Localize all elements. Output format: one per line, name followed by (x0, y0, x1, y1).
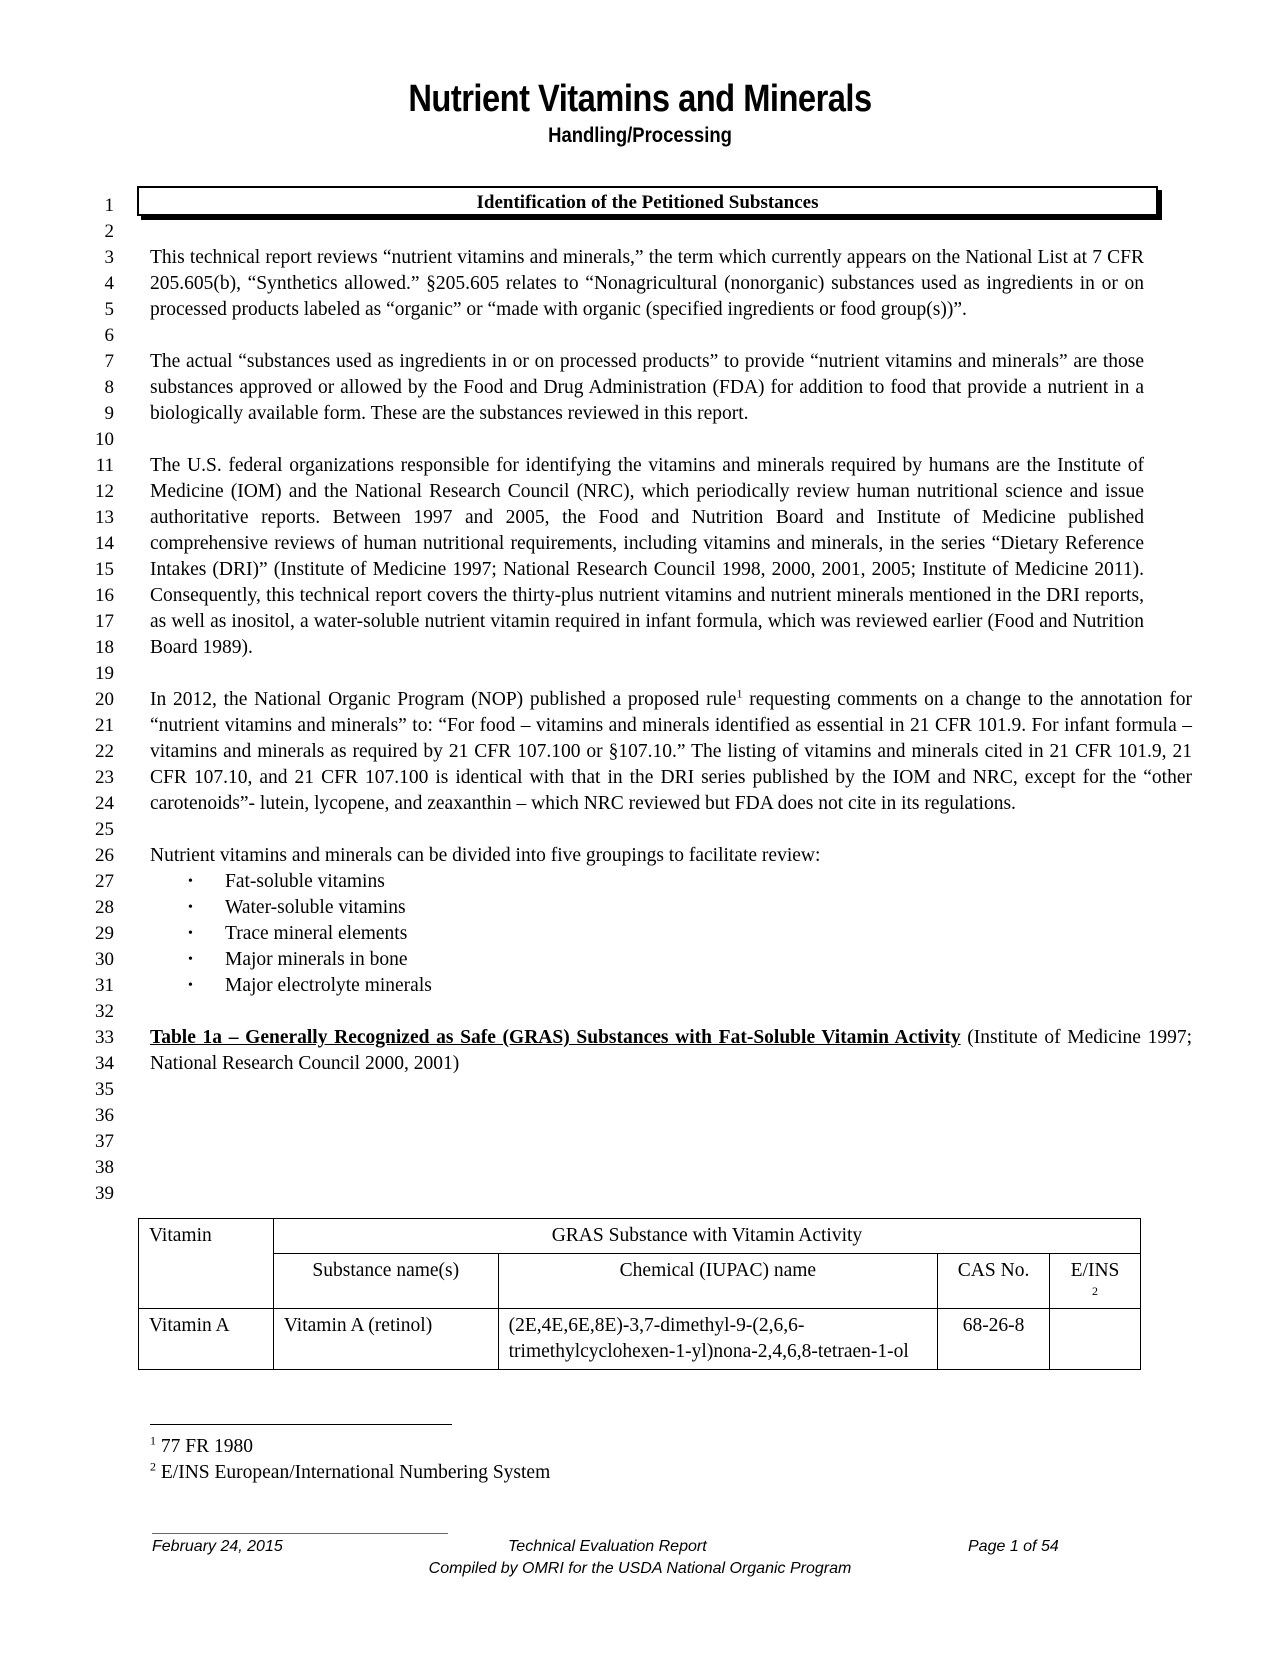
footer-divider (152, 1533, 448, 1534)
list-item: • Fat-soluble vitamins (150, 869, 1144, 895)
table-caption-citation: (Institute of Medicine 1997; National Research Council 2000, 2001) (150, 1027, 1192, 1074)
line-number: 18 (95, 637, 114, 658)
header-cas-no: CAS No. (938, 1254, 1050, 1309)
line-number: 2 (104, 221, 114, 242)
line-number: 16 (95, 585, 114, 606)
footer-compiled-by: Compiled by OMRI for the USDA National Organic Program (428, 1560, 852, 1577)
line-number: 22 (95, 741, 114, 762)
line-number: 20 (95, 689, 114, 710)
footer-page-number: Page 1 of 54 (968, 1538, 1059, 1555)
line-number-column (80, 193, 114, 1207)
line-number: 7 (104, 351, 114, 372)
table-row (139, 1309, 1141, 1370)
line-number: 4 (104, 273, 114, 294)
cell-chemical: (2E,4E,6E,8E)-3,7-dimethyl-9-(2,6,6-trimethylcyclohexen-1-yl)nona-2,4,6,8-tetraen-1-ol (498, 1309, 937, 1370)
line-number: 31 (95, 975, 114, 996)
bullet-icon: • (188, 874, 193, 889)
paragraph-organizations: The U.S. federal organizations responsible for identifying the vitamins and minerals required by humans are the Institute of Medicine (IOM) and the National Research Council (NRC), which periodically review human nutritional science and issue authoritative reports. Between 1997 and 2005, the Food and Nutrition Board and Institute of Medicine published comprehensive reviews of human nutritional requirements, including vitamins and minerals, in the series “Dietary Reference Intakes (DRI)” (Institute of Medicine 1997; National Research Council 1998, 2000, 2001, 2005; Institute of Medicine 2011). Consequently, this technical report covers the thirty-plus nutrient vitamins and nutrient minerals mentioned in the DRI reports, as well as inositol, a water-soluble nutrient vitamin required in infant formula, which was reviewed earlier (Food and Nutrition Board 1989). (150, 455, 1144, 658)
line-number: 34 (95, 1053, 114, 1074)
line-number: 35 (95, 1079, 114, 1100)
line-number: 5 (104, 299, 114, 320)
list-item: • Water-soluble vitamins (150, 895, 1144, 921)
paragraph-groupings-intro: Nutrient vitamins and minerals can be divided into five groupings to facilitate review: (150, 845, 821, 866)
table-header-row (139, 1219, 1141, 1254)
table-caption (150, 1025, 1192, 1077)
line-number: 6 (104, 325, 114, 346)
cell-cas: 68-26-8 (938, 1309, 1050, 1370)
document-subtitle: Handling/Processing (548, 124, 732, 147)
line-number: 3 (104, 247, 114, 268)
line-number: 28 (95, 897, 114, 918)
line-number: 19 (95, 663, 114, 684)
line-number: 26 (95, 845, 114, 866)
line-number: 10 (95, 429, 114, 450)
line-number: 8 (104, 377, 114, 398)
report-body (150, 245, 1192, 1077)
line-number: 1 (104, 195, 114, 216)
header-e-ins: E/INS 2 (1050, 1254, 1141, 1309)
cell-vitamin: Vitamin A (139, 1309, 274, 1370)
proposed-rule-text: In 2012, the National Organic Program (NOP) published a proposed rule (150, 689, 737, 710)
footnotes (150, 1434, 550, 1486)
table-caption-title: Table 1a – Generally Recognized as Safe (GRAS) Substances with Fat-Soluble Vitamin Activity (150, 1027, 961, 1048)
footnote-1: $^1$ 77 FR 1980 (150, 1433, 253, 1457)
line-number: 38 (95, 1157, 114, 1178)
footnote-ref-1: 1 (736, 686, 743, 701)
header-gras-substance: GRAS Substance with Vitamin Activity (273, 1219, 1140, 1254)
line-number: 15 (95, 559, 114, 580)
document-title: Nutrient Vitamins and Minerals (408, 78, 872, 120)
line-number: 13 (95, 507, 114, 528)
line-number: 23 (95, 767, 114, 788)
line-number: 24 (95, 793, 114, 814)
line-number: 36 (95, 1105, 114, 1126)
line-number: 37 (95, 1131, 114, 1152)
bullet-icon: • (188, 900, 193, 915)
footer-date: February 24, 2015 (152, 1538, 283, 1555)
list-item: • Major electrolyte minerals (150, 973, 1144, 999)
gras-table (138, 1218, 1141, 1370)
line-number: 17 (95, 611, 114, 632)
line-number: 32 (95, 1001, 114, 1022)
line-number: 29 (95, 923, 114, 944)
list-item: • Trace mineral elements (150, 921, 1144, 947)
footnote-2: $^2$ E/INS European/International Numbering System (150, 1459, 551, 1483)
header-substance-name: Substance name(s) (273, 1254, 498, 1309)
line-number: 11 (95, 455, 114, 476)
list-item: • Major minerals in bone (150, 947, 1144, 973)
bullet-icon: • (188, 978, 193, 993)
paragraph-substances: The actual “substances used as ingredients in or on processed products” to provide “nutrient vitamins and minerals” are those substances approved or allowed by the Food and Drug Administration (FDA) for addition to food that provide a nutrient in a biologically available form. These are the substances reviewed in this report. (150, 351, 1144, 424)
line-number: 25 (95, 819, 114, 840)
line-number: 39 (95, 1183, 114, 1204)
header-chemical-name: Chemical (IUPAC) name (498, 1254, 937, 1309)
line-number: 27 (95, 871, 114, 892)
header-vitamin: Vitamin (139, 1219, 274, 1309)
section-heading-box: Identification of the Petitioned Substances (137, 186, 1158, 216)
line-number: 21 (95, 715, 114, 736)
paragraph-proposed-rule (150, 687, 1192, 817)
line-number: 9 (104, 403, 114, 424)
line-number: 14 (95, 533, 114, 554)
line-number: 30 (95, 949, 114, 970)
groupings-list (150, 869, 1144, 999)
cell-substance: Vitamin A (retinol) (273, 1309, 498, 1370)
footer-report-type: Technical Evaluation Report (508, 1538, 707, 1555)
cell-eins (1050, 1309, 1141, 1370)
footnote-divider (150, 1424, 452, 1425)
line-number: 33 (95, 1027, 114, 1048)
paragraph-scope: This technical report reviews “nutrient vitamins and minerals,” the term which currently appears on the National List at 7 CFR 205.605(b), “Synthetics allowed.” §205.605 relates to “Nonagricultural (nonorganic) substances used as ingredients in or on processed products labeled as “organic” or “made with organic (specified ingredients or food group(s))”. (150, 247, 1144, 320)
bullet-icon: • (188, 926, 193, 941)
footnote-ref-2: 2 (1092, 1284, 1098, 1298)
proposed-rule-text-cont: requesting comments on a change to the annotation for “nutrient vitamins and minerals” to: “For food – vitamins and minerals identified as essential in 21 CFR 101.9. For infant formula – vitamins and minerals as required by 21 CFR 107.100 or §107.10.” The listing of vitamins and minerals cited in 21 CFR 101.9, 21 CFR 107.10, and 21 CFR 107.100 is identical with that in the DRI series published by the IOM and NRC, except for the “other carotenoids”- lutein, lycopene, and zeaxanthin – which NRC reviewed but FDA does not cite in its regulations. (150, 689, 1192, 814)
table-subheader-row (139, 1254, 1141, 1309)
line-number: 12 (95, 481, 114, 502)
bullet-icon: • (188, 952, 193, 967)
